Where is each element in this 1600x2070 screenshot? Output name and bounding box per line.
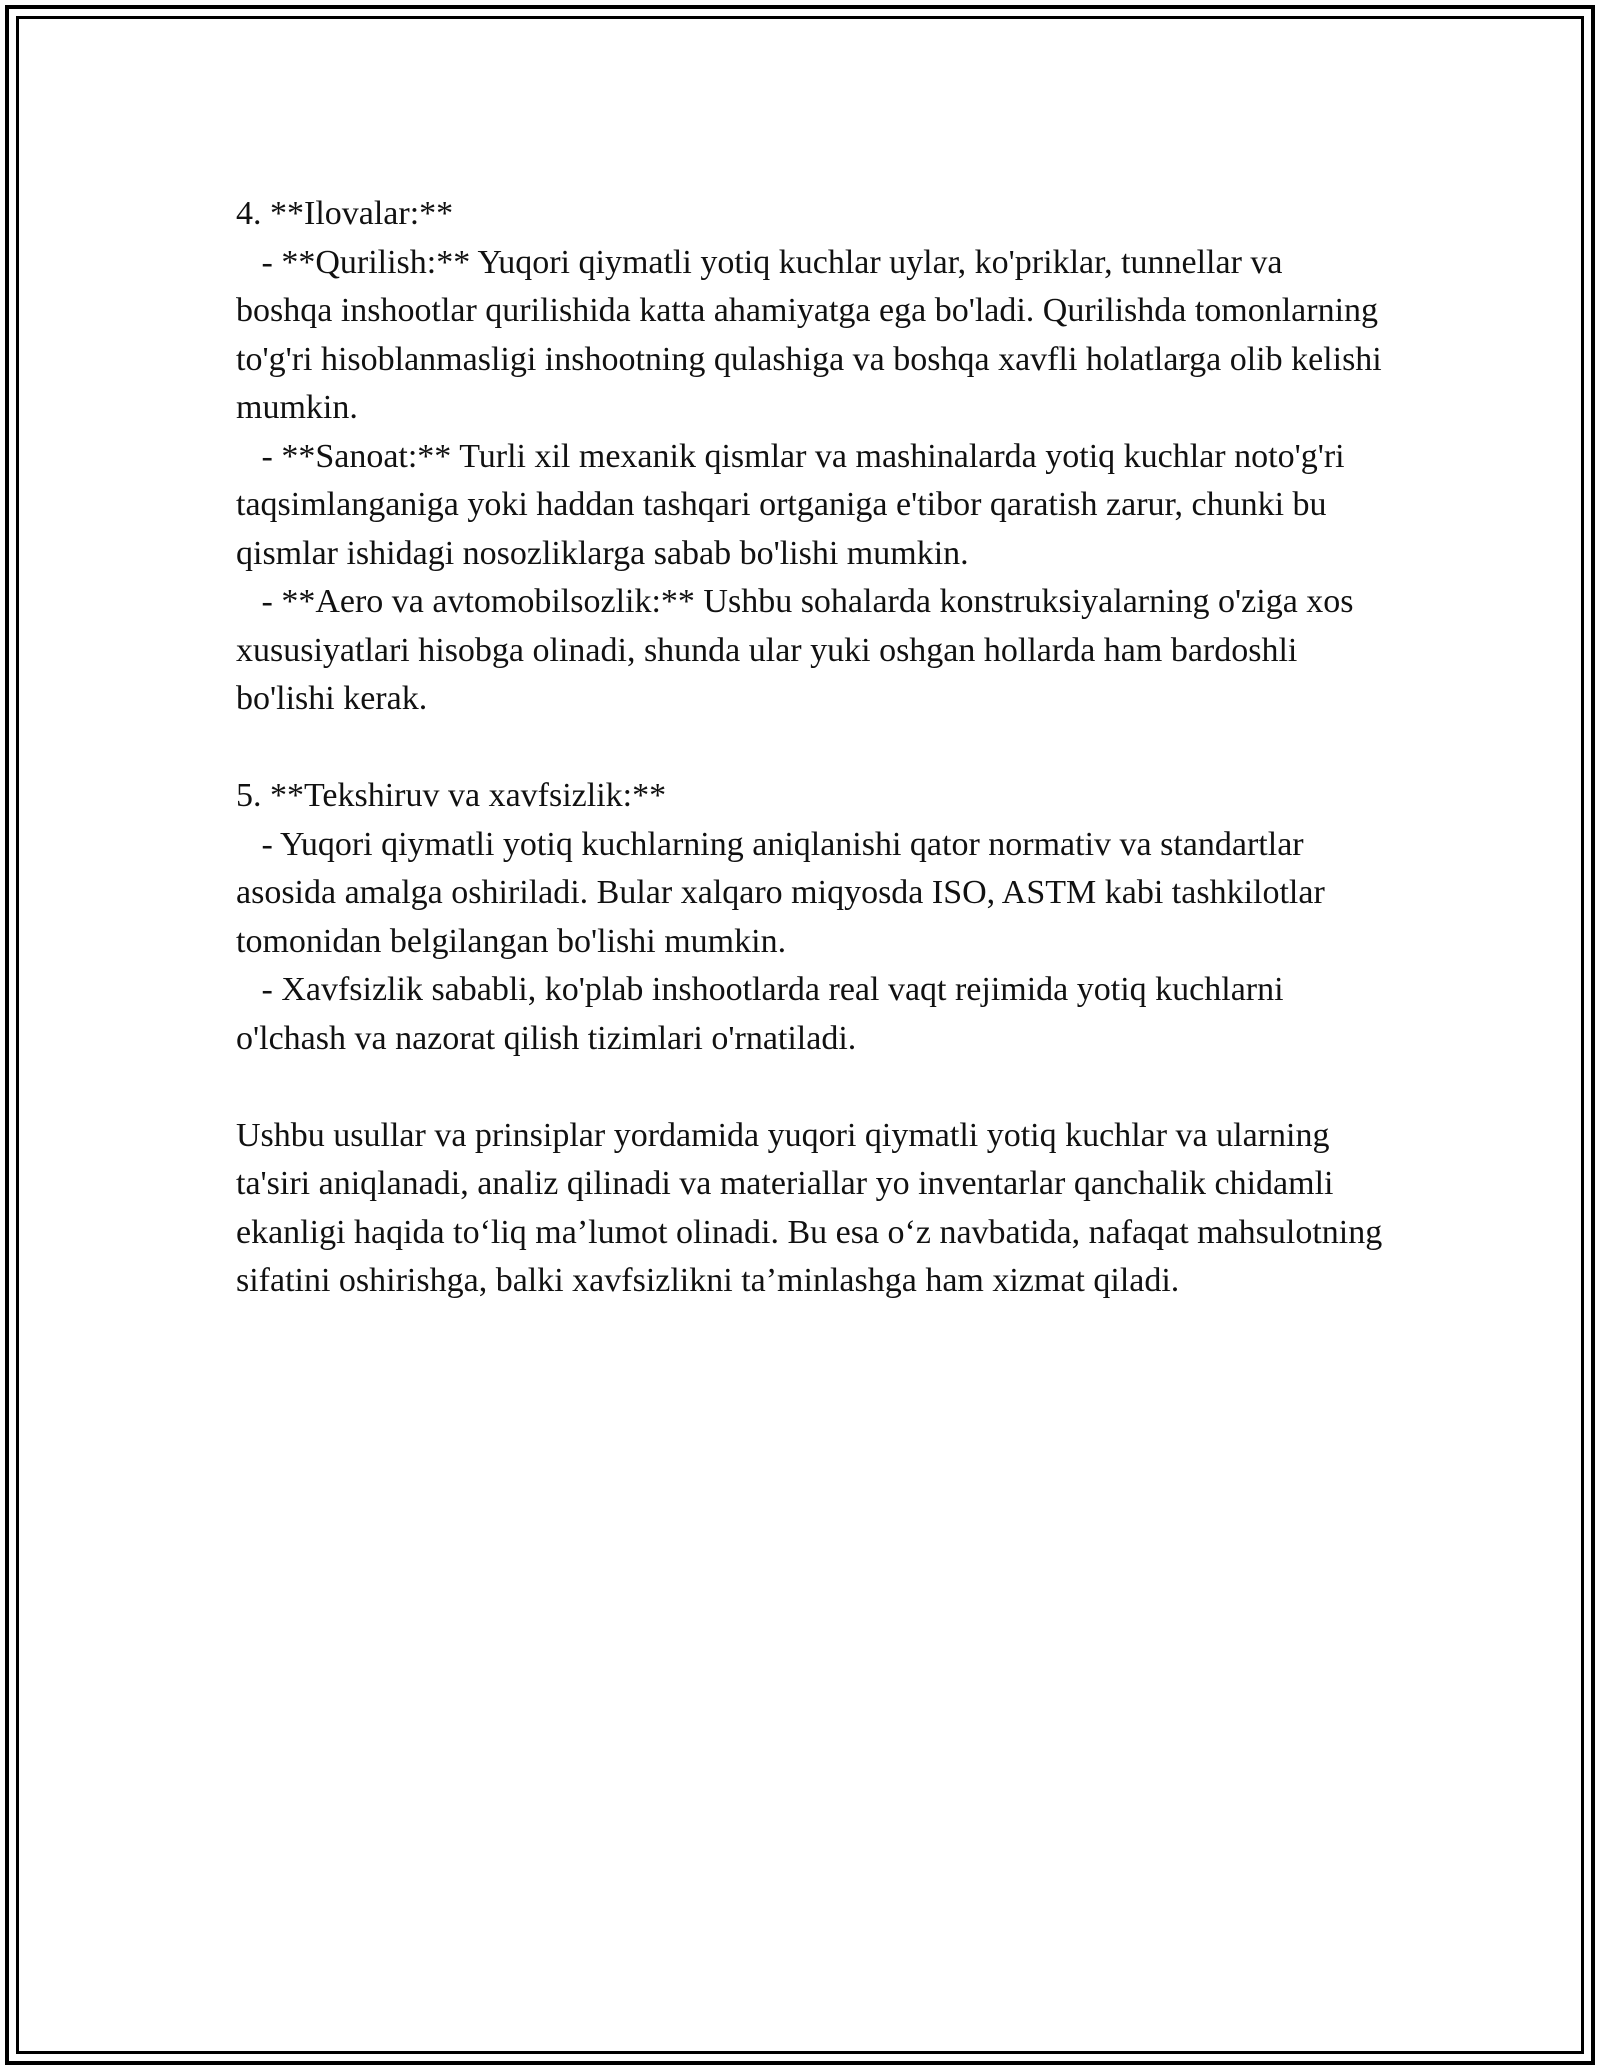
conclusion-paragraph: Ushbu usullar va prinsiplar yordamida yuqori qiymatli yotiq kuchlar va ularning ta'siri aniqlanadi, analiz qilinadi va materiallar yo inventarlar qanchalik chidamli ekanligi haqida to‘liq ma’lumot olinadi. Bu esa o‘z navbatida, nafaqat mahsulotning sifatini oshirishga, balki xavfsizlikni ta’minlashga ham xizmat qiladi. [236,1116,1391,1299]
section-4-heading: 4. **Ilovalar:** [236,195,454,232]
paragraph-spacer [236,1063,1386,1112]
section-4-item-qurilish: - **Qurilish:** Yuqori qiymatli yotiq kuchlar uylar, ko'priklar, tunnellar va boshqa inshootlar qurilishida katta ahamiyatga ega bo'ladi. Qurilishda tomonlarning to'g'ri hisoblanmasligi inshootning qulashiga va boshqa xavfli holatlarga olib kelishi mumkin. [236,243,1391,426]
section-5-heading: 5. **Tekshiruv va xavfsizlik:** [236,777,667,814]
document-body [236,190,1391,1306]
section-4-item-aero: - **Aero va avtomobilsozlik:** Ushbu sohalarda konstruksiyalarning o'ziga xos xususiyatlari hisobga olinadi, shunda ular yuki oshgan hollarda ham bardoshli bo'lishi kerak. [236,583,1363,717]
section-5-item-safety: - Xavfsizlik sababli, ko'plab inshootlarda real vaqt rejimida yotiq kuchlarni o'lchash va nazorat qilish tizimlari o'rnatiladi. [236,971,1293,1057]
paragraph-spacer [236,724,1386,773]
section-4-item-sanoat: - **Sanoat:** Turli xil mexanik qismlar va mashinalarda yotiq kuchlar noto'g'ri taqsimlanganiga yoki haddan tashqari ortganiga e'tibor qaratish zarur, chunki bu qismlar ishidagi nosozliklarga sabab bo'lishi mumkin. [236,437,1354,572]
section-5-item-standards: - Yuqori qiymatli yotiq kuchlarning aniqlanishi qator normativ va standartlar asosida amalga oshiriladi. Bular xalqaro miqyosda ISO, ASTM kabi tashkilotlar tomonidan belgilangan bo'lishi mumkin. [236,825,1334,960]
